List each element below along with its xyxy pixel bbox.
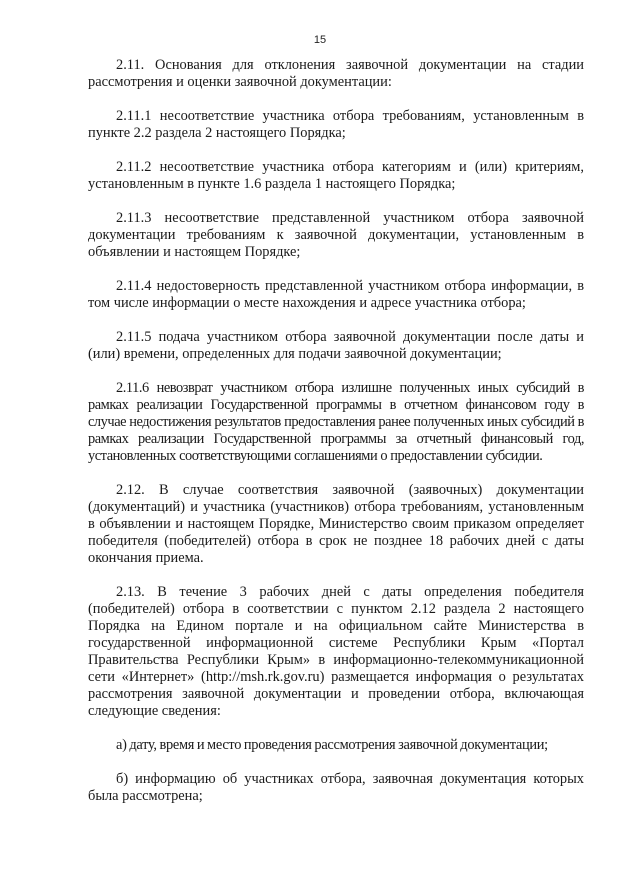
paragraph-2-11: 2.11. Основания для отклонения заявочной документации на стадии рассмотрения и оценки заявочной документации:: [88, 57, 584, 90]
paragraph-2-11-2: 2.11.2 несоответствие участника отбора категориям и (или) критериям, установленным в пункте 1.6 раздела 1 настоящего Порядка;: [88, 159, 584, 192]
document-body: [88, 57, 584, 805]
list-item-a: а) дату, время и место проведения рассмотрения заявочной документации;: [116, 737, 548, 753]
paragraph-2-13: 2.13. В течение 3 рабочих дней с даты определения победителя (победителей) отбора в соответствии с пунктом 2.12 раздела 2 настоящего Порядка на Едином портале и на официальном сайте Министерства в государственной информационной системе Республики Крым «Портал Правительства Республики Крым» в информационно-телекоммуникационной сети «Интернет» (http://msh.rk.gov.ru) размещается информация о результатах рассмотрения заявочной документации и проведении отбора, включающая следующие сведения:: [88, 584, 584, 719]
paragraph-2-11-6: 2.11.6 невозврат участником отбора излишне полученных иных субсидий в рамках реализации Государственной программы в отчетном финансовом году в случае недостижения результатов предоставления ранее полученных иных субсидий в рамках реализации Государственной программы за отчетный финансовый год, установленных соответствующими соглашениями о предоставлении субсидии.: [88, 380, 584, 464]
page-number: 15: [313, 34, 327, 46]
paragraph-2-11-1: 2.11.1 несоответствие участника отбора требованиям, установленным в пункте 2.2 раздела 2 настоящего Порядка;: [88, 108, 584, 141]
paragraph-2-11-5: 2.11.5 подача участником отбора заявочной документации после даты и (или) времени, определенных для подачи заявочной документации;: [88, 329, 584, 362]
paragraph-2-11-4: 2.11.4 недостоверность представленной участником отбора информации, в том числе информации о месте нахождения и адресе участника отбора;: [88, 278, 584, 311]
paragraph-2-12: 2.12. В случае соответствия заявочной (заявочных) документации (документаций) и участника (участников) отбора требованиям, установленным в объявлении и настоящем Порядке, Министерство своим приказом определяет победителя (победителей) отбора в срок не позднее 18 рабочих дней с даты окончания приема.: [88, 482, 584, 566]
list-item-b: б) информацию об участниках отбора, заявочная документация которых была рассмотрена;: [88, 771, 584, 804]
paragraph-2-11-3: 2.11.3 несоответствие представленной участником отбора заявочной документации требованиям к заявочной документации, установленным в объявлении и настоящем Порядке;: [88, 210, 584, 260]
